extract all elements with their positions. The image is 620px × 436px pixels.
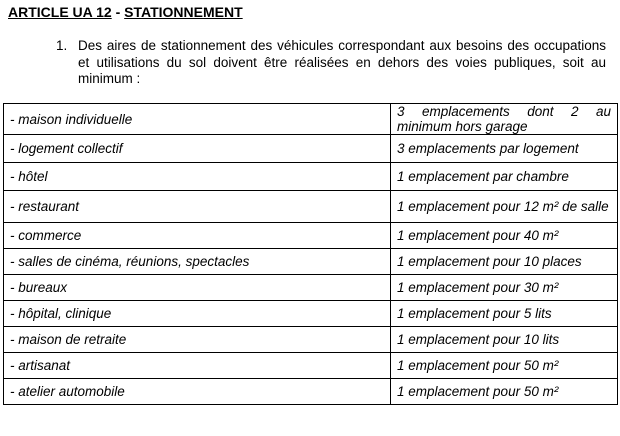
article-separator: - bbox=[111, 4, 125, 20]
requirement-cell: 1 emplacement pour 10 lits bbox=[391, 327, 618, 353]
usage-cell: - salles de cinéma, réunions, spectacles bbox=[4, 249, 391, 275]
requirement-cell: 1 emplacement pour 40 m² bbox=[391, 223, 618, 249]
requirement-cell: 1 emplacement pour 5 lits bbox=[391, 301, 618, 327]
usage-cell: - atelier automobile bbox=[4, 379, 391, 405]
table-row bbox=[4, 191, 618, 223]
usage-cell: - hôpital, clinique bbox=[4, 301, 391, 327]
table-row bbox=[4, 353, 618, 379]
article-title bbox=[8, 4, 243, 20]
table-row bbox=[4, 135, 618, 163]
requirement-cell: 1 emplacement pour 50 m² bbox=[391, 353, 618, 379]
usage-cell: - logement collectif bbox=[4, 135, 391, 163]
table-row bbox=[4, 163, 618, 191]
paragraph-text: Des aires de stationnement des véhicules correspondant aux besoins des occupations et utilisations du sol doivent être réalisées en dehors des voies publiques, soit au minimum : bbox=[78, 38, 606, 86]
table-row bbox=[4, 379, 618, 405]
table-row bbox=[4, 104, 618, 135]
requirement-cell: 1 emplacement pour 12 m² de salle bbox=[391, 191, 618, 223]
article-heading: STATIONNEMENT bbox=[124, 4, 243, 20]
article-label: ARTICLE UA 12 bbox=[8, 4, 112, 20]
paragraph-1 bbox=[56, 38, 606, 88]
requirement-cell: 3 emplacements par logement bbox=[391, 135, 618, 163]
requirement-cell: 1 emplacement pour 50 m² bbox=[391, 379, 618, 405]
usage-cell: - commerce bbox=[4, 223, 391, 249]
usage-cell: - maison individuelle bbox=[4, 104, 391, 135]
usage-cell: - bureaux bbox=[4, 275, 391, 301]
usage-cell: - maison de retraite bbox=[4, 327, 391, 353]
requirement-cell: 3 emplacements dont 2 au minimum hors garage bbox=[391, 104, 618, 135]
requirement-cell: 1 emplacement pour 10 places bbox=[391, 249, 618, 275]
table-row bbox=[4, 301, 618, 327]
usage-cell: - restaurant bbox=[4, 191, 391, 223]
table-row bbox=[4, 327, 618, 353]
table-row bbox=[4, 275, 618, 301]
parking-requirements-table bbox=[3, 103, 618, 405]
requirement-cell: 1 emplacement pour 30 m² bbox=[391, 275, 618, 301]
usage-cell: - artisanat bbox=[4, 353, 391, 379]
usage-cell: - hôtel bbox=[4, 163, 391, 191]
paragraph-number: 1. bbox=[56, 38, 68, 53]
table-row bbox=[4, 249, 618, 275]
requirement-cell: 1 emplacement par chambre bbox=[391, 163, 618, 191]
table-row bbox=[4, 223, 618, 249]
